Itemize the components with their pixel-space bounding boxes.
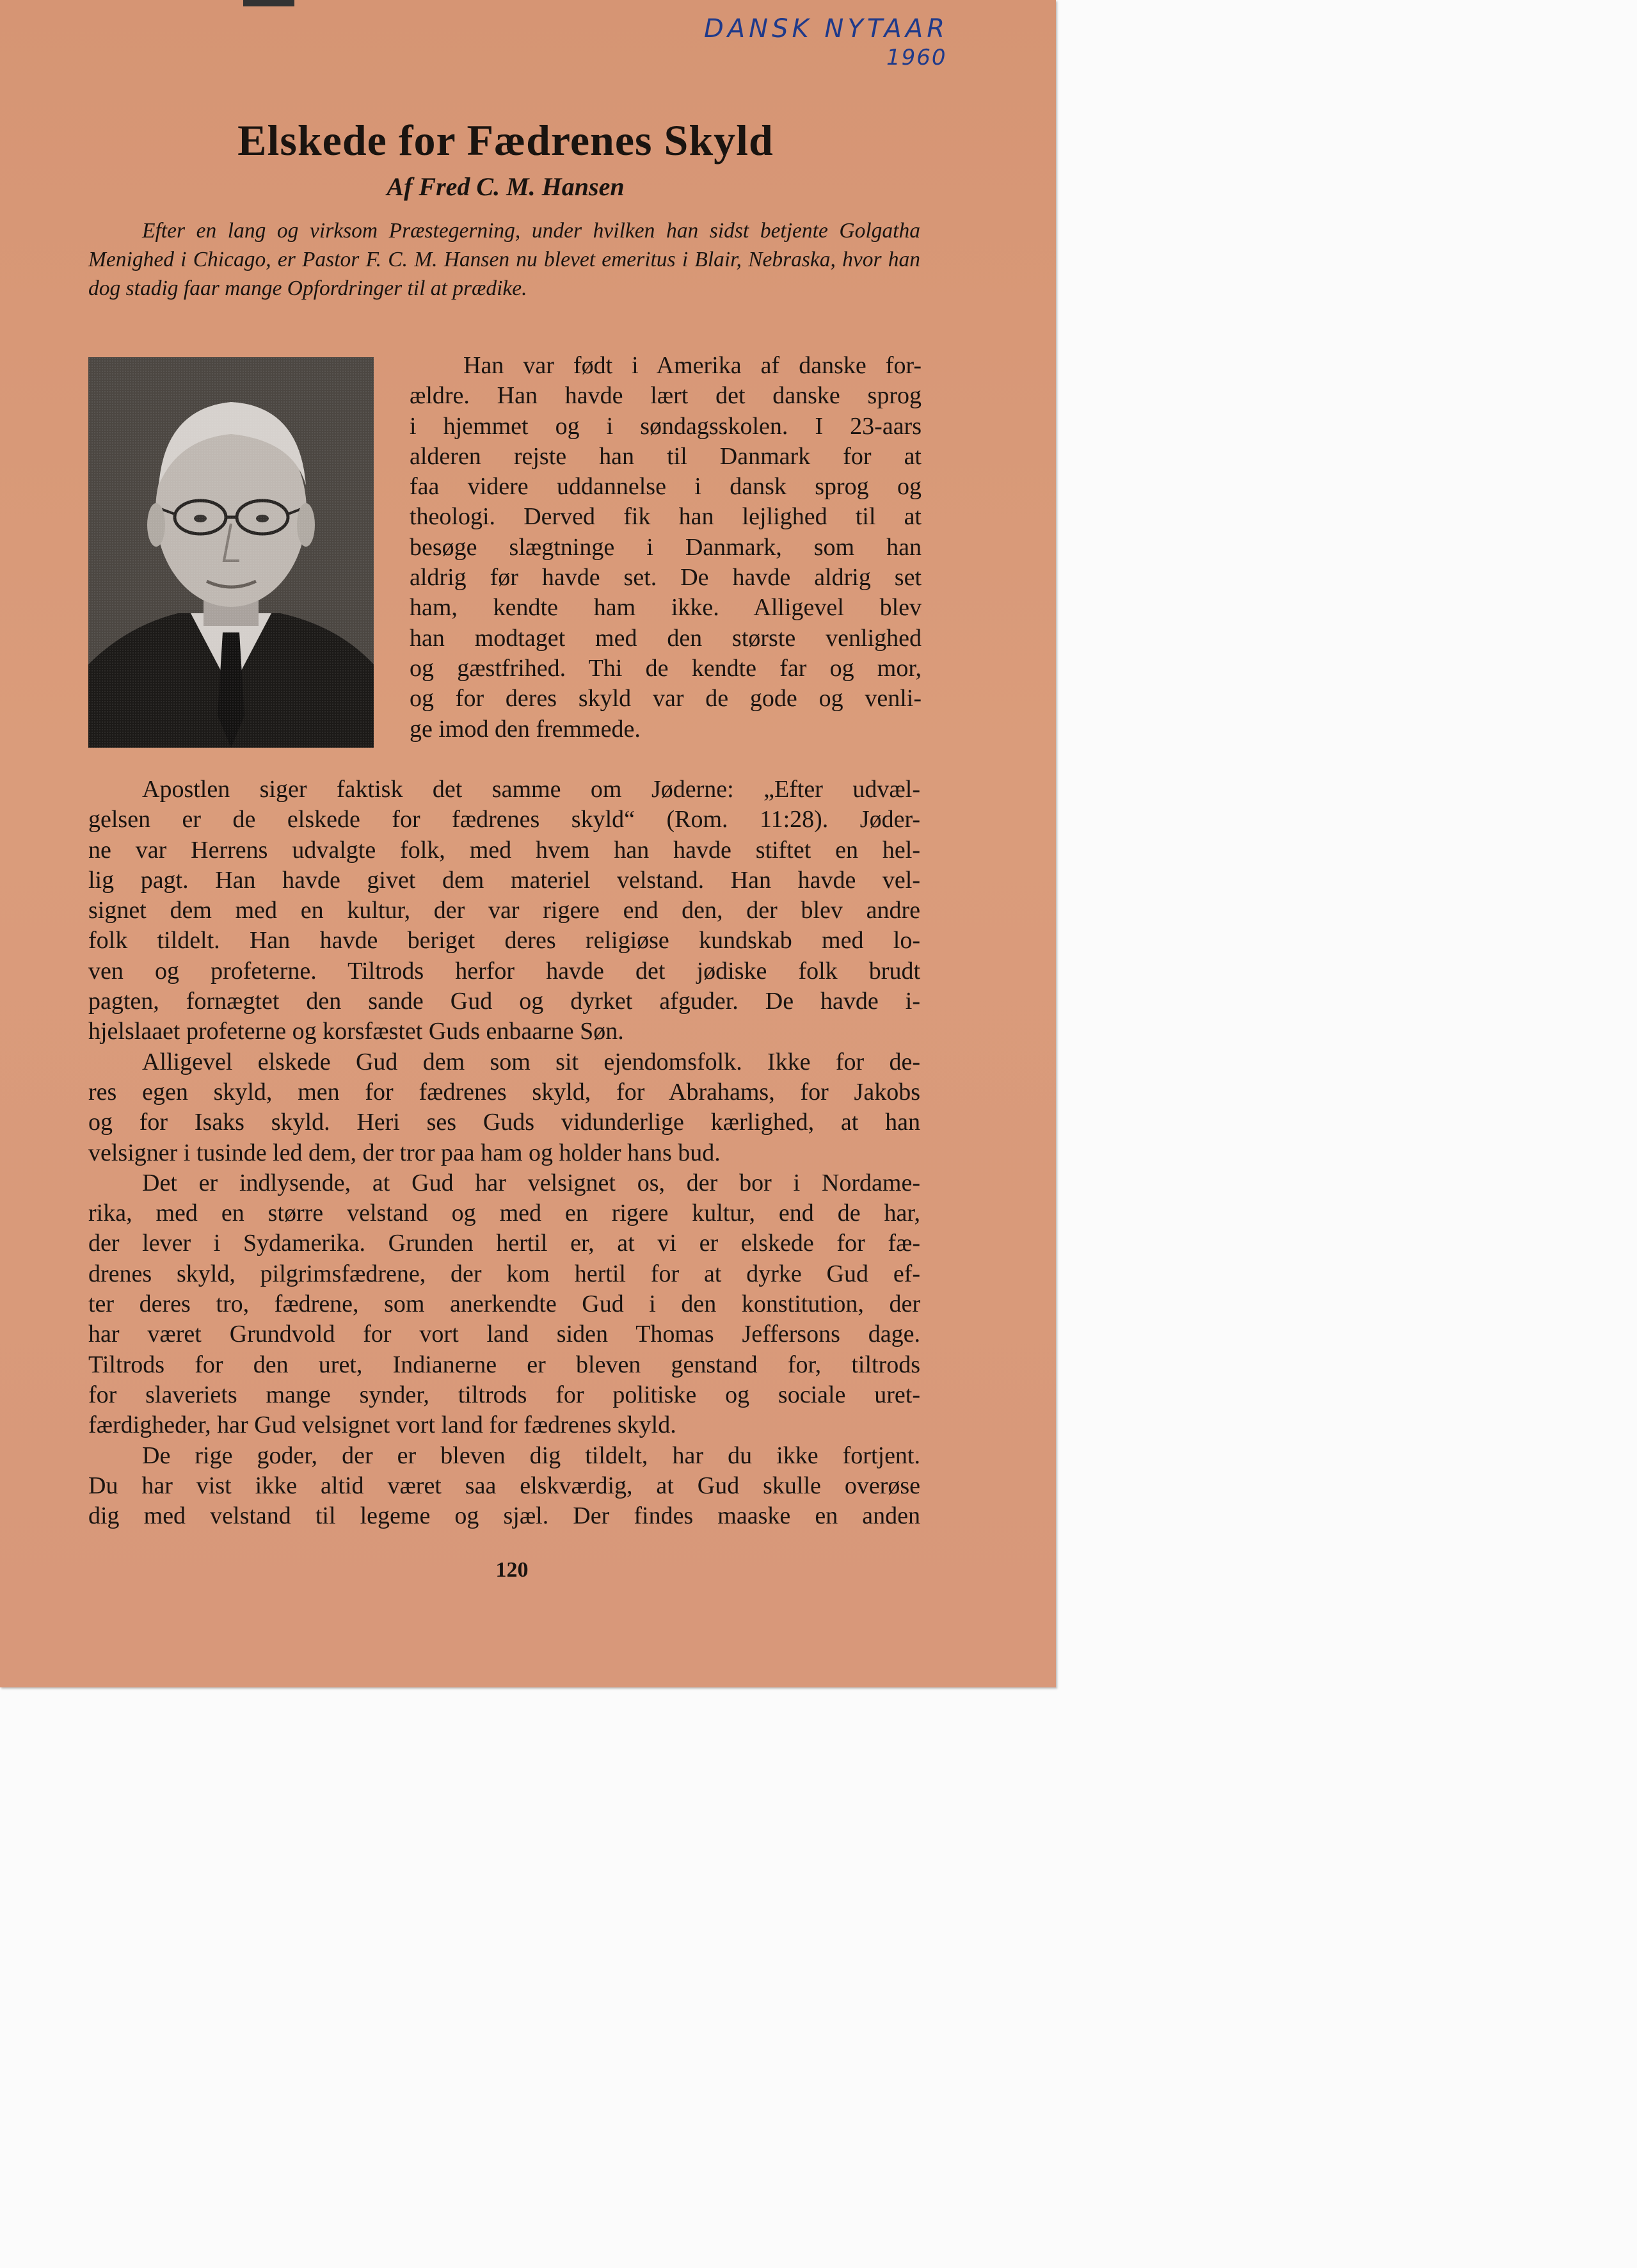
text-line: ældre. Han havde lært det danske sprog: [410, 382, 922, 410]
text-line: ven og profeterne. Tiltrods herfor havde det jødiske folk brudt: [88, 957, 920, 985]
text-line: ge imod den fremmede.: [410, 715, 641, 743]
text-line: i hjemmet og i søndagsskolen. I 23-aars: [410, 412, 922, 440]
text-line: Apostlen siger faktisk det samme om Jøderne: „Efter udvæl-: [142, 776, 920, 803]
text-line: hjelslaaet profeterne og korsfæstet Guds enbaarne Søn.: [88, 1018, 624, 1045]
article-byline: Af Fred C. M. Hansen: [387, 172, 625, 201]
text-line: res egen skyld, men for fædrenes skyld, for Abrahams, for Jakobs: [88, 1078, 920, 1106]
page-top-shadow: [243, 0, 294, 6]
text-line: for slaveriets mange synder, tiltrods for politiske og sociale uret-: [88, 1381, 920, 1408]
text-line: færdigheder, har Gud velsignet vort land for fædrenes skyld.: [88, 1411, 676, 1439]
text-line: Alligevel elskede Gud dem som sit ejendomsfolk. Ikke for de-: [142, 1048, 920, 1075]
text-line: han modtaget med den største venlighed: [410, 624, 922, 652]
article-intro: Efter en lang og virksom Præstegerning, under hvilken han sidst betjente Golgatha Menighed i Chicago, er Pastor F. C. M. Hansen nu blevet emeritus i Blair, Nebraska, hvor han dog stadig faar mange Opfordringer til at prædike.: [88, 219, 920, 300]
clipped-page: [0, 0, 1056, 1687]
page-number: 120: [495, 1558, 529, 1582]
portrait-image: [88, 357, 374, 748]
text-line: signet dem med en kultur, der var rigere end den, der blev andre: [88, 897, 920, 924]
text-line: drenes skyld, pilgrimsfædrene, der kom hertil for at dyrke Gud ef-: [88, 1260, 920, 1287]
text-line: der lever i Sydamerika. Grunden hertil er, at vi er elskede for fæ-: [88, 1230, 920, 1257]
text-line: velsigner i tusinde led dem, der tror paa ham og holder hans bud.: [88, 1139, 721, 1166]
text-line: besøge slægtninge i Danmark, som han: [410, 533, 922, 561]
text-line: alderen rejste han til Danmark for at: [410, 442, 922, 470]
text-line: De rige goder, der er bleven dig tildelt, har du ikke fortjent.: [142, 1442, 920, 1469]
wrapped-paragraph: [410, 351, 922, 744]
text-line: pagten, fornægtet den sande Gud og dyrket afguder. De havde i-: [88, 988, 920, 1015]
text-line: faa videre uddannelse i dansk sprog og: [410, 473, 922, 501]
text-line: Det er indlysende, at Gud har velsignet os, der bor i Nordame-: [142, 1169, 920, 1196]
text-line: lig pagt. Han havde givet dem materiel velstand. Han havde vel-: [88, 866, 920, 894]
text-line: Tiltrods for den uret, Indianerne er bleven genstand for, tiltrods: [88, 1351, 920, 1378]
full-width-paragraphs: [88, 775, 920, 1531]
handwritten-year-note: 1960: [886, 45, 947, 70]
text-line: og for Isaks skyld. Heri ses Guds vidunderlige kærlighed, at han: [88, 1109, 920, 1136]
text-line: ter deres tro, fædrene, som anerkendte Gud i den konstitution, der: [88, 1291, 920, 1318]
text-line: Han var født i Amerika af danske for-: [463, 352, 922, 379]
text-line: folk tildelt. Han havde beriget deres religiøse kundskab med lo-: [88, 927, 920, 954]
handwritten-publication-note: DANSK NYTAAR: [704, 14, 949, 44]
text-line: ne var Herrens udvalgte folk, med hvem han havde stiftet en hel-: [88, 836, 920, 864]
text-line: dig med velstand til legeme og sjæl. Der findes maaske en anden: [88, 1502, 920, 1530]
text-line: har været Grundvold for vort land siden Thomas Jeffersons dage.: [88, 1321, 920, 1348]
text-line: og gæstfrihed. Thi de kendte far og mor,: [410, 654, 922, 682]
text-line: aldrig før havde set. De havde aldrig set: [410, 564, 922, 591]
text-line: theologi. Derved fik han lejlighed til at: [410, 503, 922, 531]
portrait-photo: [88, 357, 374, 748]
text-line: ham, kendte ham ikke. Alligevel blev: [410, 594, 922, 622]
text-line: gelsen er de elskede for fædrenes skyld“ (Rom. 11:28). Jøder-: [88, 806, 920, 833]
article-title: Elskede for Fædrenes Skyld: [237, 116, 774, 165]
text-line: rika, med en større velstand og med en rigere kultur, end de har,: [88, 1200, 920, 1227]
text-line: Du har vist ikke altid været saa elskværdig, at Gud skulle overøse: [88, 1472, 920, 1499]
text-line: og for deres skyld var de gode og venli-: [410, 685, 922, 712]
